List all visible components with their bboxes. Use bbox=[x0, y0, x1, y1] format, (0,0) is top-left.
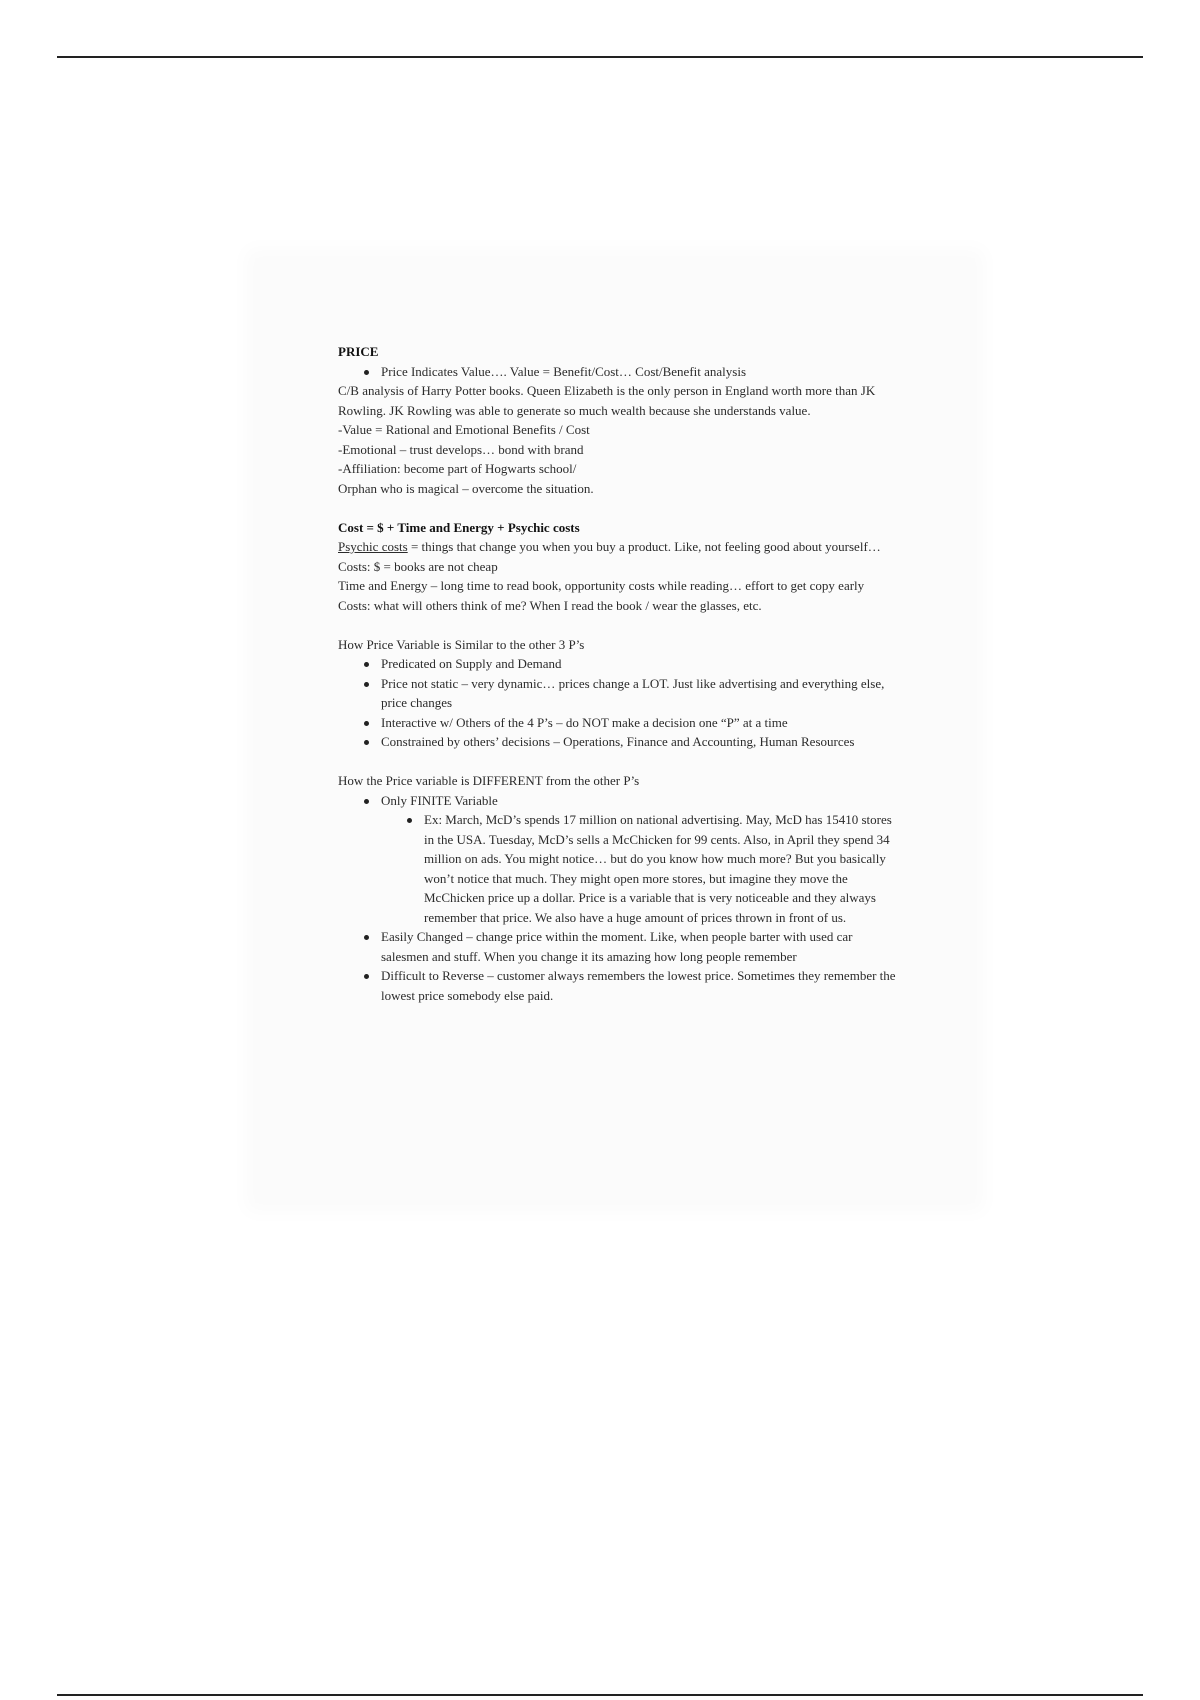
list-item: Price not static – very dynamic… prices change a LOT. Just like advertising and everything else, price changes bbox=[381, 674, 898, 713]
similar-heading: How Price Variable is Similar to the other 3 P’s bbox=[338, 636, 585, 652]
paragraph: Time and Energy – long time to read book, opportunity costs while reading… effort to get copy early bbox=[338, 578, 865, 593]
paragraph: Costs: $ = books are not cheap bbox=[338, 558, 498, 574]
paragraph: C/B analysis of Harry Potter books. Queen Elizabeth is the only person in England worth more than JK Rowling. JK Rowling was able to generate so much wealth because she understands value. bbox=[338, 383, 876, 418]
finite-sublist bbox=[381, 810, 898, 927]
psychic-costs-paragraph bbox=[338, 537, 898, 557]
list-item bbox=[381, 791, 898, 928]
paragraph: -Affiliation: become part of Hogwarts school/ bbox=[338, 461, 577, 476]
list-item: Ex: March, McD’s spends 17 million on national advertising. May, McD has 15410 stores in the USA. Tuesday, McD’s sells a McChicken for 99 cents. Also, in April they spend 34 million on ads. You might notice… but do you know how much more? But you basically won’t notice that much. They might open more stores, but imagine they move the McChicken price up a dollar. Price is a variable that is very noticeable and they always remember that price. We also have a huge amount of prices thrown in front of us. bbox=[424, 810, 898, 927]
list-item: Constrained by others’ decisions – Operations, Finance and Accounting, Human Resources bbox=[381, 732, 898, 752]
different-list bbox=[338, 791, 898, 1006]
paragraph: -Value = Rational and Emotional Benefits / Cost bbox=[338, 422, 590, 437]
price-heading: PRICE bbox=[338, 344, 379, 359]
bottom-rule bbox=[57, 1694, 1143, 1696]
spacer bbox=[338, 615, 898, 635]
top-rule bbox=[57, 56, 1143, 58]
spacer bbox=[338, 498, 898, 518]
paragraph: -Emotional – trust develops… bond with brand bbox=[338, 441, 584, 457]
cost-heading: Cost = $ + Time and Energy + Psychic costs bbox=[338, 519, 580, 535]
list-item: Difficult to Reverse – customer always remembers the lowest price. Sometimes they remember the lowest price somebody else paid. bbox=[381, 966, 898, 1005]
spacer bbox=[338, 752, 898, 772]
list-item: Interactive w/ Others of the 4 P’s – do NOT make a decision one “P” at a time bbox=[381, 713, 898, 733]
list-item: Easily Changed – change price within the moment. Like, when people barter with used car salesmen and stuff. When you change it its amazing how long people remember bbox=[381, 927, 898, 966]
paragraph: Orphan who is magical – overcome the situation. bbox=[338, 480, 594, 496]
finite-label: Only FINITE Variable bbox=[381, 792, 498, 808]
psychic-costs-definition: = things that change you when you buy a product. Like, not feeling good about yourself… bbox=[407, 539, 881, 554]
similar-list bbox=[338, 654, 898, 752]
paragraph: Costs: what will others think of me? When I read the book / wear the glasses, etc. bbox=[338, 597, 762, 613]
list-item: Price Indicates Value…. Value = Benefit/Cost… Cost/Benefit analysis bbox=[381, 362, 898, 382]
document-body bbox=[338, 342, 898, 1005]
price-bullets bbox=[338, 362, 898, 382]
psychic-costs-term: Psychic costs bbox=[338, 539, 408, 554]
list-item: Predicated on Supply and Demand bbox=[381, 654, 898, 674]
different-heading: How the Price variable is DIFFERENT from the other P’s bbox=[338, 773, 640, 788]
